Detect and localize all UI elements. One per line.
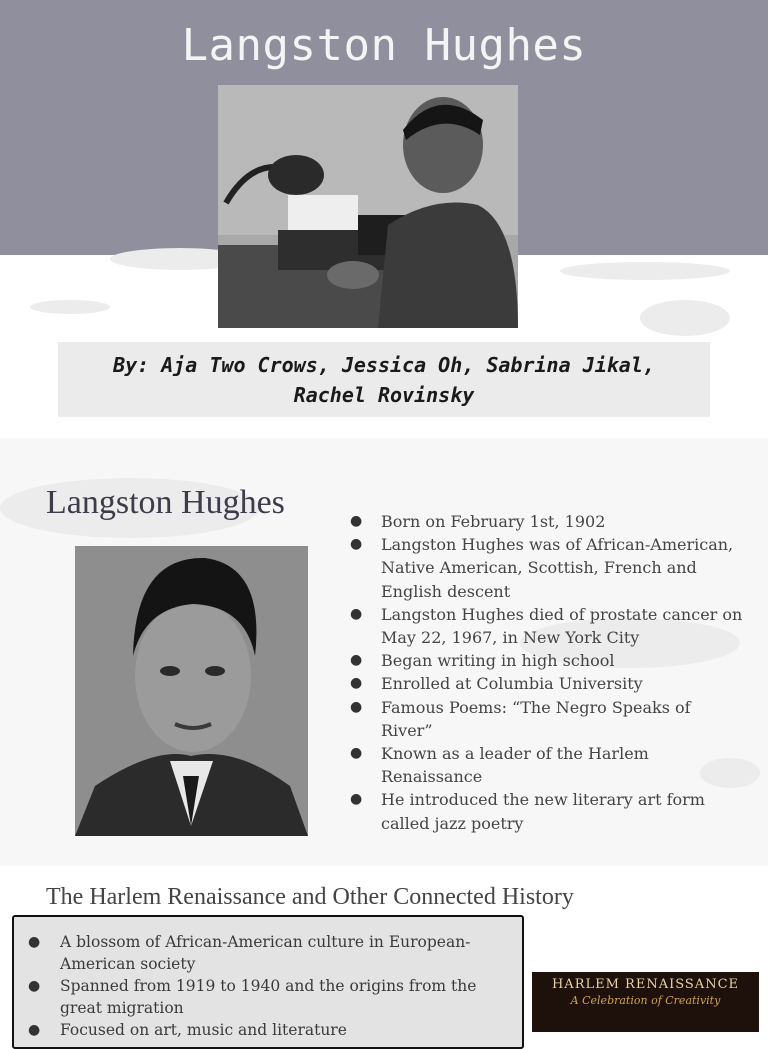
list-item-text: Famous Poems: “The Negro Speaks of River” (381, 697, 691, 740)
list-item (28, 931, 498, 975)
list-item (350, 603, 745, 649)
bullet-icon: ● (350, 791, 363, 808)
list-item (350, 742, 745, 788)
bullet-icon: ● (28, 1022, 41, 1038)
list-item-text: Born on February 1st, 1902 (381, 512, 606, 531)
list-item (350, 696, 745, 742)
list-item-text: He introduced the new literary art form called jazz poetry (381, 790, 705, 833)
bullet-icon: ● (350, 652, 363, 669)
list-item-text: Began writing in high school (381, 651, 615, 671)
byline-box (58, 342, 710, 417)
paint-splash (560, 262, 730, 280)
list-item (350, 533, 745, 603)
book-cover-image (532, 972, 759, 1032)
book-title: HARLEM RENAISSANCE (551, 977, 740, 992)
slide-title: Langston Hughes (46, 484, 285, 521)
bullet-icon: ● (28, 978, 41, 994)
list-item (350, 510, 745, 533)
slide-title: The Harlem Renaissance and Other Connected History (46, 884, 574, 910)
bullet-icon: ● (350, 513, 363, 529)
bullet-icon: ● (350, 745, 363, 762)
harlem-renaissance-slide (0, 872, 768, 1039)
list-item (350, 672, 745, 695)
list-item (350, 649, 745, 672)
biography-list (350, 510, 745, 835)
book-subtitle: A Celebration of Creativity (570, 994, 721, 1007)
paint-splash (30, 300, 110, 314)
list-item-text: Focused on art, music and literature (60, 1021, 347, 1039)
bullet-icon: ● (350, 675, 363, 692)
paint-splash (640, 300, 730, 336)
list-item (28, 1019, 498, 1041)
list-item-text: Known as a leader of the Harlem Renaissance (381, 744, 649, 787)
bullet-icon: ● (350, 605, 363, 622)
history-list (28, 931, 498, 1041)
history-box (12, 915, 524, 1049)
list-item-text: Langston Hughes died of prostate cancer on May 22, 1967, in New York City (381, 604, 743, 648)
list-item-text: Enrolled at Columbia University (381, 674, 643, 694)
author-byline: By: Aja Two Crows, Jessica Oh, Sabrina Jikal, Rachel Rovinsky (113, 352, 655, 407)
bullet-icon: ● (28, 934, 41, 950)
bullet-icon: ● (350, 536, 363, 553)
hughes-typewriter-photo (218, 85, 518, 328)
bullet-icon: ● (350, 698, 363, 715)
list-item (28, 975, 498, 1019)
hughes-portrait-photo (75, 546, 308, 836)
list-item-text: Langston Hughes was of African-American, Native American, Scottish, French and English descent (381, 535, 734, 601)
title-slide (0, 0, 768, 432)
slide-title: Langston Hughes (181, 20, 587, 71)
biography-slide (0, 438, 768, 866)
list-item-text: Spanned from 1919 to 1940 and the origins from the great migration (60, 977, 477, 1017)
list-item-text: A blossom of African-American culture in European-American society (60, 933, 471, 973)
list-item (350, 788, 745, 834)
